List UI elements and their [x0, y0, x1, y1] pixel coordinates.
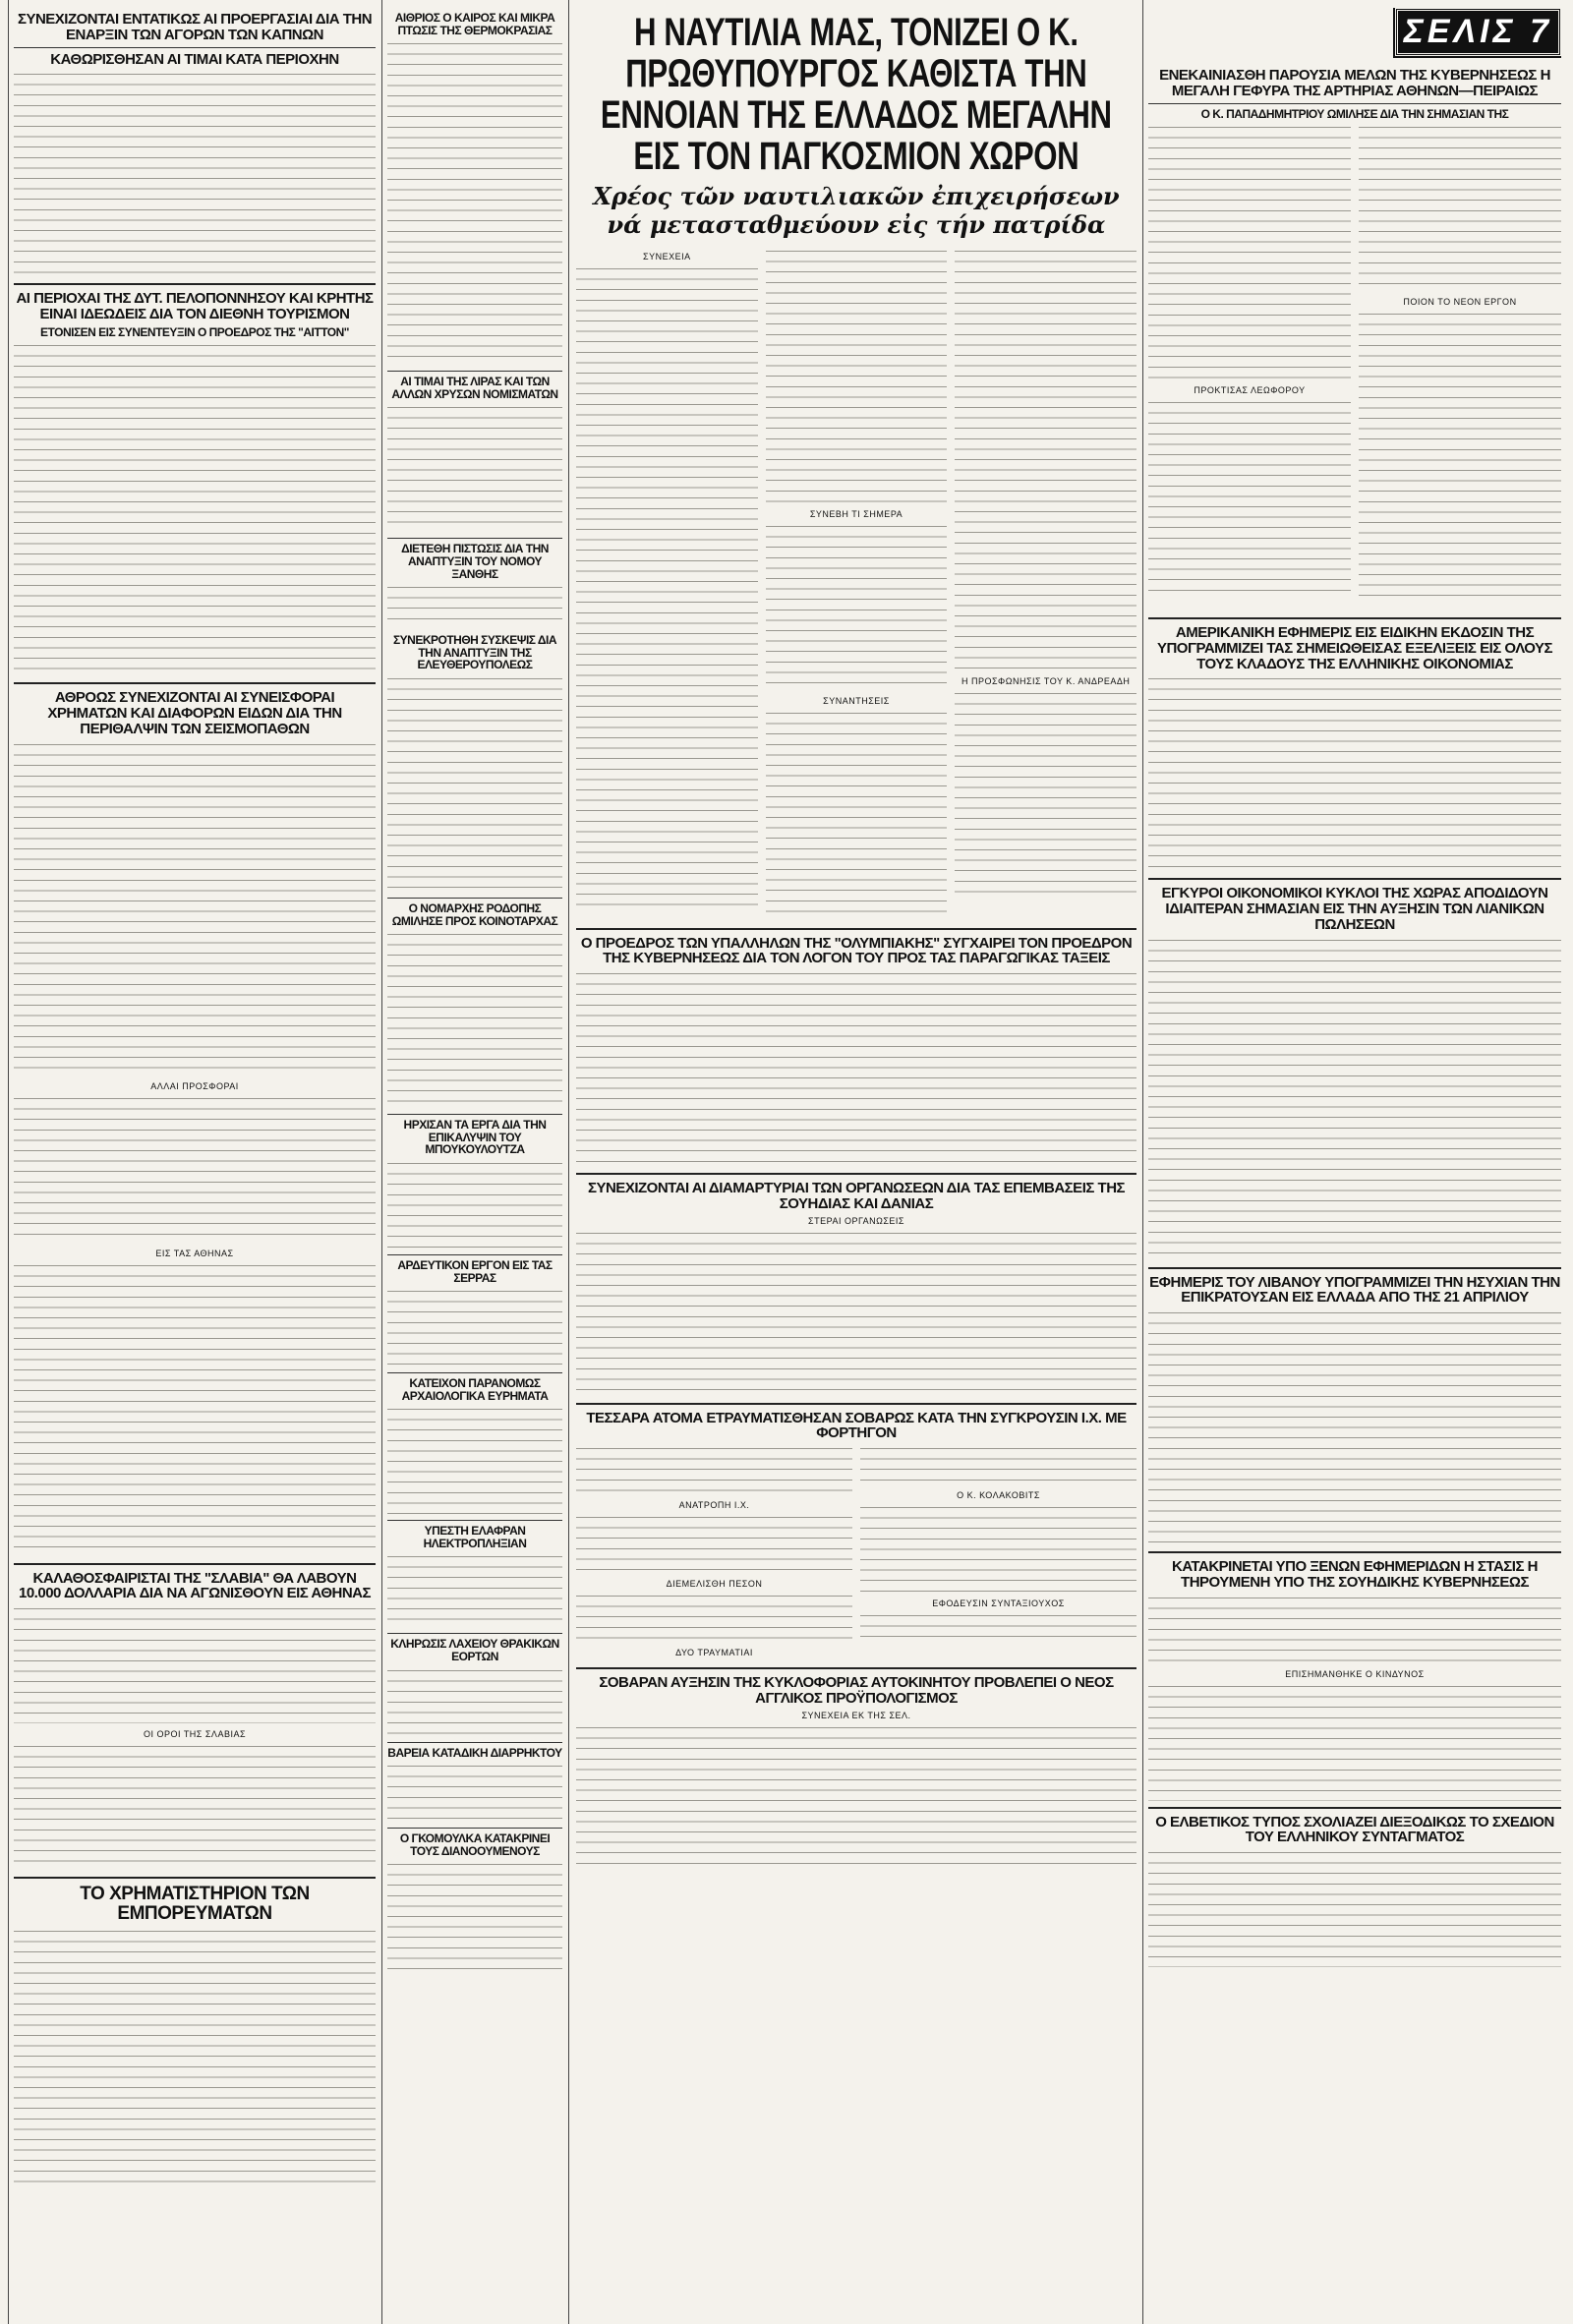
main-subheadline: Χρέος τῶν ναυτιλιακῶν ἐπιχειρήσεων νά μετασταθμεύουν εἰς τήν πατρίδα [593, 182, 1120, 239]
headline-retail-sales: ΕΓΚΥΡΟΙ ΟΙΚΟΝΟΜΙΚΟΙ ΚΥΚΛΟΙ ΤΗΣ ΧΩΡΑΣ ΑΠΟΔΙΔΟΥΝ ΙΔΙΑΙΤΕΡΑΝ ΣΗΜΑΣΙΑΝ ΕΙΣ ΤΗΝ ΑΥΞΗΣΙΝ ΤΩΝ ΛΙΑΝΙΚΩΝ ΠΩΛΗΣΕΩΝ [1161, 885, 1548, 933]
headline-boukouloutza: ΗΡΧΙΣΑΝ ΤΑ ΕΡΓΑ ΔΙΑ ΤΗΝ ΕΠΙΚΑΛΥΨΙΝ ΤΟΥ ΜΠΟΥΚΟΥΛΟΥΤΖΑ [403, 1118, 547, 1157]
section-subhead: ΠΡΟΚΤΙΣΑΣ ΛΕΩΦΟΡΟΥ [1194, 385, 1306, 396]
headline-burglar-sentence: ΒΑΡΕΙΑ ΚΑΤΑΔΙΚΗ ΔΙΑΡΡΗΚΤΟΥ [387, 1745, 562, 1760]
column-left [14, 8, 376, 2316]
divider [387, 1372, 562, 1373]
article-body [14, 1262, 376, 1557]
article-body [576, 1593, 852, 1642]
section-subhead: ΣΥΝΑΝΤΗΣΕΙΣ [823, 695, 890, 706]
column-divider [1142, 0, 1143, 2324]
article-body [766, 710, 948, 916]
section-subhead: Η ΠΡΟΣΦΩΝΗΣΙΣ ΤΟΥ Κ. ΑΝΔΡΕΑΔΗ [961, 675, 1131, 686]
article-body [1148, 1309, 1561, 1545]
article-body [955, 248, 1136, 670]
article-body [387, 1861, 562, 1969]
headline-protests: ΣΥΝΕΧΙΖΟΝΤΑΙ ΑΙ ΔΙΑΜΑΡΤΥΡΙΑΙ ΤΩΝ ΟΡΓΑΝΩΣΕΩΝ ΔΙΑ ΤΑΣ ΕΠΕΜΒΑΣΕΙΣ ΤΗΣ ΣΟΥΗΔΙΑΣ ΚΑΙ ΔΑΝΙΑΣ [587, 1180, 1126, 1212]
headline-earthquake-aid: ΑΘΡΟΩΣ ΣΥΝΕΧΙΖΟΝΤΑΙ ΑΙ ΣΥΝΕΙΣΦΟΡΑΙ ΧΡΗΜΑΤΩΝ ΚΑΙ ΔΙΑΦΟΡΩΝ ΕΙΔΩΝ ΔΙΑ ΤΗΝ ΠΕΡΙΘΑΛΨΙΝ ΤΩΝ ΣΕΙΣΜΟΠΑΘΩΝ [47, 689, 342, 737]
divider [576, 1173, 1136, 1175]
headline-swiss-press: Ο ΕΛΒΕΤΙΚΟΣ ΤΥΠΟΣ ΣΧΟΛΙΑΖΕΙ ΔΙΕΞΟΔΙΚΩΣ ΤΟ ΣΧΕΔΙΟΝ ΤΟΥ ΕΛΛΗΝΙΚΟΥ ΣΥΝΤΑΓΜΑΤΟΣ [1155, 1813, 1554, 1846]
headline-lottery-draw: ΚΛΗΡΩΣΙΣ ΛΑΧΕΙΟΥ ΘΡΑΚΙΚΩΝ ΕΟΡΤΩΝ [390, 1637, 559, 1664]
article-body [860, 1504, 1136, 1593]
headline-commodity-exchange: ΤΟ ΧΡΗΜΑΤΙΣΤΗΡΙΟΝ ΤΩΝ ΕΜΠΟΡΕΥΜΑΤΩΝ [80, 1884, 310, 1925]
article-body [1148, 675, 1561, 872]
article-body [387, 584, 562, 628]
divider [387, 898, 562, 899]
article-body [14, 1095, 376, 1243]
article-body [576, 1514, 852, 1573]
main-article-columns [576, 248, 1136, 922]
divider [387, 1520, 562, 1521]
article-body [766, 523, 948, 690]
column-right [1148, 8, 1561, 2316]
headline-weather: ΑΙΘΡΙΟΣ Ο ΚΑΙΡΟΣ ΚΑΙ ΜΙΚΡΑ ΠΤΩΣΙΣ ΤΗΣ ΘΕΡΜΟΚΡΑΣΙΑΣ [394, 11, 555, 37]
article-body [387, 404, 562, 532]
page-label: ΣΕΛΙΣ 7 [1403, 13, 1552, 50]
collision-col [576, 1445, 852, 1661]
headline-lebanon-newspaper: ΕΦΗΜΕΡΙΣ ΤΟΥ ΛΙΒΑΝΟΥ ΥΠΟΓΡΑΜΜΙΖΕΙ ΤΗΝ ΗΣΥΧΙΑΝ ΤΗΝ ΕΠΙΚΡΑΤΟΥΣΑΝ ΕΙΣ ΕΛΛΑΔΑ ΑΠΟ ΤΗΣ 21 ΑΠΡΙΛΙΟΥ [1149, 1273, 1560, 1307]
divider [1148, 103, 1561, 104]
article-body [1359, 311, 1561, 606]
headline-gomulka: Ο ΓΚΟΜΟΥΛΚΑ ΚΑΤΑΚΡΙΝΕΙ ΤΟΥΣ ΔΙΑΝΟΟΥΜΕΝΟΥΣ [399, 1831, 551, 1858]
subheadline-tobacco-prices: ΚΑΘΩΡΙΣΘΗΣΑΝ ΑΙ ΤΙΜΑΙ ΚΑΤΑ ΠΕΡΙΟΧΗΝ [50, 50, 339, 68]
section-subhead: Ο Κ. ΚΟΛΑΚΟΒΙΤΣ [957, 1490, 1040, 1501]
bridge-col [1359, 124, 1561, 611]
article-body [387, 1160, 562, 1249]
article-body [14, 1928, 376, 2183]
headline-swedish-stance: ΚΑΤΑΚΡΙΝΕΤΑΙ ΥΠΟ ΞΕΝΩΝ ΕΦΗΜΕΡΙΔΩΝ Η ΣΤΑΣΙΣ Η ΤΗΡΟΥΜΕΝΗ ΥΠΟ ΤΗΣ ΣΟΥΗΔΙΚΗΣ ΚΥΒΕΡΝΗΣΕΩΣ [1172, 1558, 1538, 1591]
headline-archaeological-finds: ΚΑΤΕΙΧΟΝ ΠΑΡΑΝΟΜΩΣ ΑΡΧΑΙΟΛΟΓΙΚΑ ΕΥΡΗΜΑΤΑ [401, 1376, 549, 1403]
section-subhead: ΣΥΝΕΒΗ ΤΙ ΣΗΜΕΡΑ [809, 508, 903, 519]
section-subhead: ΣΥΝΕΧΕΙΑ ΕΚ ΤΗΣ ΣΕΛ. [801, 1710, 911, 1720]
headline-tobacco: ΣΥΝΕΧΙΖΟΝΤΑΙ ΕΝΤΑΤΙΚΩΣ ΑΙ ΠΡΟΕΡΓΑΣΙΑΙ ΔΙΑ ΤΗΝ ΕΝΑΡΞΙΝ ΤΩΝ ΑΓΟΡΩΝ ΤΩΝ ΚΑΠΝΩΝ [17, 11, 373, 43]
article-body [576, 1230, 1136, 1397]
article-body [1359, 124, 1561, 291]
divider [387, 371, 562, 372]
headline-collision: ΤΕΣΣΑΡΑ ΑΤΟΜΑ ΕΤΡΑΥΜΑΤΙΣΘΗΣΑΝ ΣΟΒΑΡΩΣ ΚΑΤΑ ΤΗΝ ΣΥΓΚΡΟΥΣΙΝ Ι.Χ. ΜΕ ΦΟΡΤΗΓΟΝ [586, 1409, 1127, 1442]
article-body [860, 1445, 1136, 1484]
divider [387, 1828, 562, 1829]
bridge-col [1148, 124, 1351, 611]
article-body [14, 342, 376, 676]
article-body [955, 690, 1136, 897]
bridge-columns [1148, 124, 1561, 611]
headline-rodopi-prefect: Ο ΝΟΜΑΡΧΗΣ ΡΟΔΟΠΗΣ ΩΜΙΛΗΣΕ ΠΡΟΣ ΚΟΙΝΟΤΑΡΧΑΣ [391, 901, 558, 928]
section-subhead: ΠΟΙΟΝ ΤΟ ΝΕΟΝ ΕΡΓΟΝ [1403, 297, 1517, 308]
divider [14, 283, 376, 285]
article-body [1148, 937, 1561, 1261]
article-body [14, 1605, 376, 1723]
column-center [576, 8, 1136, 2316]
divider [1148, 878, 1561, 880]
section-subhead: ΕΠΙΣΗΜΑΝΘΗΚΕ Ο ΚΙΝΔΥΝΟΣ [1285, 1668, 1425, 1679]
headline-xanthi-credit: ΔΙΕΤΕΘΗ ΠΙΣΤΩΣΙΣ ΔΙΑ ΤΗΝ ΑΝΑΠΤΥΞΙΝ ΤΟΥ ΝΟΜΟΥ ΞΑΝΘΗΣ [401, 542, 549, 581]
article-body [387, 931, 562, 1108]
main-article-col [955, 248, 1136, 922]
column-second [387, 8, 562, 2316]
divider [387, 1742, 562, 1743]
article-body [576, 1445, 852, 1494]
article-body [766, 248, 948, 503]
divider [576, 1667, 1136, 1669]
collision-columns [576, 1445, 1136, 1661]
article-body [14, 1743, 376, 1871]
section-subhead: ΕΙΣ ΤΑΣ ΑΘΗΝΑΣ [155, 1248, 234, 1258]
left-page-edge [8, 0, 9, 2324]
headline-olympic-staff: Ο ΠΡΟΕΔΡΟΣ ΤΩΝ ΥΠΑΛΛΗΛΩΝ ΤΗΣ "ΟΛΥΜΠΙΑΚΗΣ" ΣΥΓΧΑΙΡΕΙ ΤΟΝ ΠΡΟΕΔΡΟΝ ΤΗΣ ΚΥΒΕΡΝΗΣΕΩΣ ΔΙΑ ΤΟΝ ΛΟΓΟΝ ΤΟΥ ΠΡΟΣ ΤΑΣ ΠΑΡΑΓΩΓΙΚΑΣ ΤΑΞΕΙΣ [580, 934, 1133, 967]
divider [1148, 1551, 1561, 1553]
article-body [387, 1667, 562, 1736]
subheadline-bridge: Ο Κ. ΠΑΠΑΔΗΜΗΤΡΙΟΥ ΩΜΙΛΗΣΕ ΔΙΑ ΤΗΝ ΣΗΜΑΣΙΑΝ ΤΗΣ [1200, 106, 1509, 121]
divider [576, 928, 1136, 930]
headline-slavia: ΚΑΛΑΘΟΣΦΑΙΡΙΣΤΑΙ ΤΗΣ "ΣΛΑΒΙΑ" ΘΑ ΛΑΒΟΥΝ 10.000 ΔΟΛΛΑΡΙΑ ΔΙΑ ΝΑ ΑΓΩΝΙΣΘΟΥΝ ΕΙΣ ΑΘΗΝΑΣ [19, 1569, 371, 1602]
subheadline-tourism: ΕΤΟΝΙΣΕΝ ΕΙΣ ΣΥΝΕΝΤΕΥΞΙΝ Ο ΠΡΟΕΔΡΟΣ ΤΗΣ "ΑΙΤΤΟΝ" [40, 324, 349, 339]
divider [387, 538, 562, 539]
divider [1148, 1267, 1561, 1269]
article-body [576, 265, 758, 914]
article-body [387, 675, 562, 892]
section-subhead: ΑΛΛΑΙ ΠΡΟΣΦΟΡΑΙ [150, 1080, 239, 1091]
main-headline: Η ΝΑΥΤΙΛΙΑ ΜΑΣ, ΤΟΝΙΖΕΙ Ο Κ. ΠΡΩΘΥΠΟΥΡΓΟΣ ΚΑΘΙΣΤΑ ΤΗΝ ΕΝΝΟΙΑΝ ΤΗΣ ΕΛΛΑΔΟΣ ΜΕΓΑΛΗΝ ΕΙΣ ΤΟΝ ΠΑΓΚΟΣΜΙΟΝ ΧΩΡΟΝ [601, 11, 1112, 178]
main-article-col [576, 248, 758, 922]
section-subhead: ΣΤΕΡΑΙ ΟΡΓΑΝΩΣΕΙΣ [808, 1215, 904, 1226]
article-body [387, 1406, 562, 1514]
headline-american-newspaper: ΑΜΕΡΙΚΑΝΙΚΗ ΕΦΗΜΕΡΙΣ ΕΙΣ ΕΙΔΙΚΗΝ ΕΚΔΟΣΙΝ ΤΗΣ ΥΠΟΓΡΑΜΜΙΖΕΙ ΤΑΣ ΣΗΜΕΙΩΘΕΙΣΑΣ ΕΞΕΛΙΞΕΙΣ ΕΙΣ ΟΛΟΥΣ ΤΟΥΣ ΚΛΑΔΟΥΣ ΤΗΣ ΕΛΛΗΝΙΚΗΣ ΟΙΚΟΝΟΜΙΑΣ [1156, 624, 1553, 672]
section-subhead: ΔΙΕΜΕΛΙΣΘΗ ΠΕΣΟΝ [666, 1579, 763, 1590]
section-subhead: ΑΝΑΤΡΟΠΗ Ι.Χ. [678, 1500, 750, 1511]
article-body [1148, 1683, 1561, 1801]
collision-col [860, 1445, 1136, 1661]
divider [14, 1563, 376, 1565]
headline-serres-irrigation: ΑΡΔΕΥΤΙΚΟΝ ΕΡΓΟΝ ΕΙΣ ΤΑΣ ΣΕΡΡΑΣ [397, 1257, 553, 1285]
section-subhead: ΔΥΟ ΤΡΑΥΜΑΤΙΑΙ [675, 1648, 753, 1658]
article-body [387, 40, 562, 365]
article-body [1148, 124, 1351, 379]
article-body [387, 1553, 562, 1627]
article-body [1148, 399, 1351, 596]
column-divider [568, 0, 569, 2324]
headline-uk-budget: ΣΟΒΑΡΑΝ ΑΥΞΗΣΙΝ ΤΗΣ ΚΥΚΛΟΦΟΡΙΑΣ ΑΥΤΟΚΙΝΗΤΟΥ ΠΡΟΒΛΕΠΕΙ Ο ΝΕΟΣ ΑΓΓΛΙΚΟΣ ΠΡΟΫΠΟΛΟΓΙΣΜΟΣ [599, 1674, 1114, 1707]
headline-tourism: ΑΙ ΠΕΡΙΟΧΑΙ ΤΗΣ ΔΥΤ. ΠΕΛΟΠΟΝΝΗΣΟΥ ΚΑΙ ΚΡΗΤΗΣ ΕΙΝΑΙ ΙΔΕΩΔΕΙΣ ΔΙΑ ΤΟΝ ΔΙΕΘΝΗ ΤΟΥΡΙΣΜΟΝ [16, 290, 374, 322]
column-divider [381, 0, 382, 2324]
section-subhead: ΟΙ ΟΡΟΙ ΤΗΣ ΣΛΑΒΙΑΣ [143, 1729, 247, 1740]
main-article-col [766, 248, 948, 922]
section-subhead: ΣΥΝΕΧΕΙΑ [643, 251, 691, 261]
article-body [1148, 1849, 1561, 1967]
divider [1148, 617, 1561, 619]
divider [14, 682, 376, 684]
article-body [14, 71, 376, 277]
divider [387, 1633, 562, 1634]
article-body [1148, 1595, 1561, 1663]
page-number-badge [1395, 8, 1561, 56]
headline-electric-shock: ΥΠΕΣΤΗ ΕΛΑΦΡΑΝ ΗΛΕΚΤΡΟΠΛΗΞΙΑΝ [423, 1524, 527, 1550]
article-body [576, 970, 1136, 1167]
headline-eleftheroupolis: ΣΥΝΕΚΡΟΤΗΘΗ ΣΥΣΚΕΨΙΣ ΔΙΑ ΤΗΝ ΑΝΑΠΤΥΞΙΝ ΤΗΣ ΕΛΕΥΘΕΡΟΥΠΟΛΕΩΣ [392, 633, 557, 672]
article-body [860, 1612, 1136, 1642]
section-subhead: ΕΦΟΔΕΥΣΙΝ ΣΥΝΤΑΞΙΟΥΧΟΣ [932, 1598, 1065, 1609]
divider [387, 1254, 562, 1255]
article-body [387, 1763, 562, 1822]
article-body [576, 1724, 1136, 1872]
masthead-row [1148, 8, 1561, 64]
divider [1148, 1807, 1561, 1809]
divider [576, 1403, 1136, 1405]
divider [387, 1114, 562, 1115]
divider [14, 47, 376, 48]
article-body [387, 1288, 562, 1366]
divider [14, 1877, 376, 1879]
article-body [14, 741, 376, 1075]
headline-bridge: ΕΝΕΚΑΙΝΙΑΣΘΗ ΠΑΡΟΥΣΙΑ ΜΕΛΩΝ ΤΗΣ ΚΥΒΕΡΝΗΣΕΩΣ Η ΜΕΓΑΛΗ ΓΕΦΥΡΑ ΤΗΣ ΑΡΤΗΡΙΑΣ ΑΘΗΝΩΝ—ΠΕΙΡΑΙΩΣ [1159, 67, 1550, 99]
headline-gold-prices: ΑΙ ΤΙΜΑΙ ΤΗΣ ΛΙΡΑΣ ΚΑΙ ΤΩΝ ΑΛΛΩΝ ΧΡΥΣΩΝ ΝΟΜΙΣΜΑΤΩΝ [391, 375, 558, 401]
